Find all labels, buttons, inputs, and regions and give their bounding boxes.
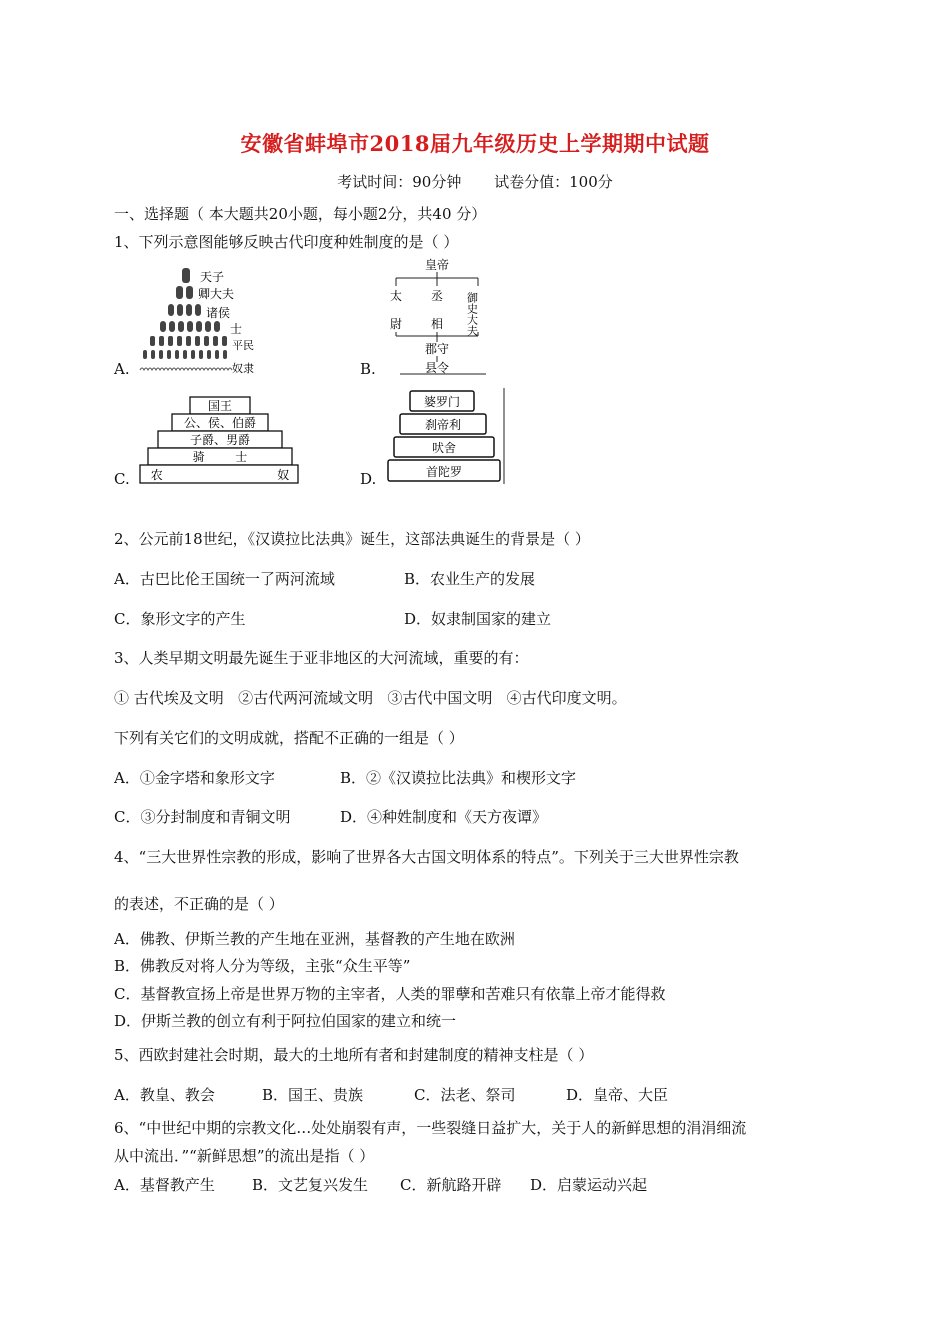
q4-stem2: 的表述，不正确的是（ ）: [114, 895, 284, 913]
q4-option-b: B．佛教反对将人分为等级，主张“众生平等”: [114, 957, 411, 975]
q6-option-d: D．启蒙运动兴起: [530, 1176, 648, 1194]
fig-b-label-xiang: 相: [431, 317, 444, 331]
pyramid-figure-d: [384, 386, 508, 486]
q4-stem: 4、“三大世界性宗教的形成，影响了世界各大古国文明体系的特点”。下列关于三大世界性宗教: [114, 848, 739, 866]
fig-a-label-nuli: 奴隶: [232, 362, 254, 375]
fig-c-label-zinan: 子爵、男爵: [189, 433, 251, 447]
exam-time: 考试时间：90分钟: [337, 173, 462, 191]
q1-option-b-label: B.: [360, 360, 376, 378]
fig-c-label-guowang: 国王: [207, 399, 233, 413]
q3-option-a: A．①金字塔和象形文字: [114, 769, 275, 787]
pyramid-figure-a: [138, 266, 260, 378]
fig-d-label-feishe: 吠舍: [431, 441, 457, 455]
fig-d-label-poluomen: 婆罗门: [423, 395, 461, 409]
fig-d-label-chadili: 刹帝利: [424, 418, 462, 432]
q1-option-c-label: C.: [114, 470, 130, 488]
fig-c-label-gonghoubo: 公、侯、伯爵: [183, 416, 257, 430]
fig-a-label-shi: 士: [230, 322, 243, 336]
fig-c-label-qishi: 骑 士: [192, 450, 248, 464]
q1-figure-b: [382, 256, 492, 378]
q4-option-d: D．伊斯兰教的创立有利于阿拉伯国家的建立和统一: [114, 1012, 457, 1030]
page-title: 安徽省蚌埠市2018届九年级历史上学期期中试题: [240, 131, 710, 156]
q6-stem: 6、“中世纪中期的宗教文化…处处崩裂有声，一些裂缝日益扩大，关于人的新鲜思想的涓涓细流: [114, 1119, 747, 1137]
q4-option-a: A．佛教、伊斯兰教的产生地在亚洲，基督教的产生地在欧洲: [114, 930, 515, 948]
q3-stem2: 下列有关它们的文明成就，搭配不正确的一组是（ ）: [114, 729, 464, 747]
q2-option-a: A．古巴比伦王国统一了两河流域: [114, 570, 335, 588]
q1-figure-a: [138, 266, 260, 378]
q3-option-d: D．④种姓制度和《天方夜谭》: [340, 808, 548, 826]
fig-b-label-tai: 太: [390, 289, 403, 303]
fig-a-label-zhuhou: 诸侯: [206, 306, 231, 320]
fig-b-label-junshou: 郡守: [425, 342, 450, 356]
org-chart-figure-b: [382, 256, 492, 378]
q6-stem2: 从中流出．”“新鲜思想”的流出是指（ ）: [114, 1147, 375, 1165]
q6-option-c: C．新航路开辟: [400, 1176, 502, 1194]
fig-b-label-xianling: 县令: [425, 361, 450, 375]
q5-option-a: A．教皇、教会: [114, 1086, 215, 1104]
q1-stem: 1、下列示意图能够反映古代印度种姓制度的是（ ）: [114, 233, 459, 251]
fig-b-label-yushidafu: 御史大夫: [465, 292, 479, 336]
q2-stem: 2、公元前18世纪，《汉谟拉比法典》诞生，这部法典诞生的背景是（ ）: [114, 530, 590, 548]
fig-a-label-qingdafu: 卿大夫: [198, 287, 235, 301]
q5-option-d: D．皇帝、大臣: [566, 1086, 669, 1104]
q1-figure-c: [138, 394, 300, 486]
q2-option-b: B．农业生产的发展: [404, 570, 536, 588]
exam-score: 试卷分值：100分: [494, 173, 613, 191]
pyramid-figure-c: [138, 394, 300, 486]
q5-stem: 5、西欧封建社会时期，最大的土地所有者和封建制度的精神支柱是（ ）: [114, 1046, 594, 1064]
q2-option-d: D．奴隶制国家的建立: [404, 610, 552, 628]
fig-d-label-shoutuoluo: 首陀罗: [425, 465, 463, 479]
q6-option-a: A．基督教产生: [114, 1176, 215, 1194]
q3-option-c: C．③分封制度和青铜文明: [114, 808, 291, 826]
fig-a-label-pingmin: 平民: [232, 339, 254, 352]
fig-a-label-tianzi: 天子: [200, 270, 225, 284]
q5-option-b: B．国王、贵族: [262, 1086, 364, 1104]
q4-option-c: C．基督教宣扬上帝是世界万物的主宰者，人类的罪孽和苦难只有依靠上帝才能得救: [114, 985, 666, 1003]
fig-c-label-nongnu: 农 奴: [150, 468, 290, 482]
exam-meta: [0, 171, 950, 192]
section-heading: 一、选择题（ 本大题共20小题，每小题2分，共40 分）: [114, 205, 487, 223]
q6-option-b: B．文艺复兴发生: [252, 1176, 369, 1194]
q3-stem: 3、人类早期文明最先诞生于亚非地区的大河流域，重要的有：: [114, 649, 529, 667]
fig-b-label-cheng: 丞: [431, 289, 444, 303]
q3-list: ① 古代埃及文明 ②古代两河流域文明 ③古代中国文明 ④古代印度文明。: [114, 689, 627, 707]
fig-b-label-huangdi: 皇帝: [425, 258, 450, 272]
q1-option-a-label: A.: [114, 360, 130, 378]
q2-option-c: C．象形文字的产生: [114, 610, 246, 628]
q3-option-b: B．②《汉谟拉比法典》和楔形文字: [340, 769, 577, 787]
fig-b-label-wei: 尉: [390, 317, 403, 331]
q1-option-d-label: D.: [360, 470, 377, 488]
q5-option-c: C．法老、祭司: [414, 1086, 516, 1104]
q1-figure-d: [384, 386, 508, 486]
